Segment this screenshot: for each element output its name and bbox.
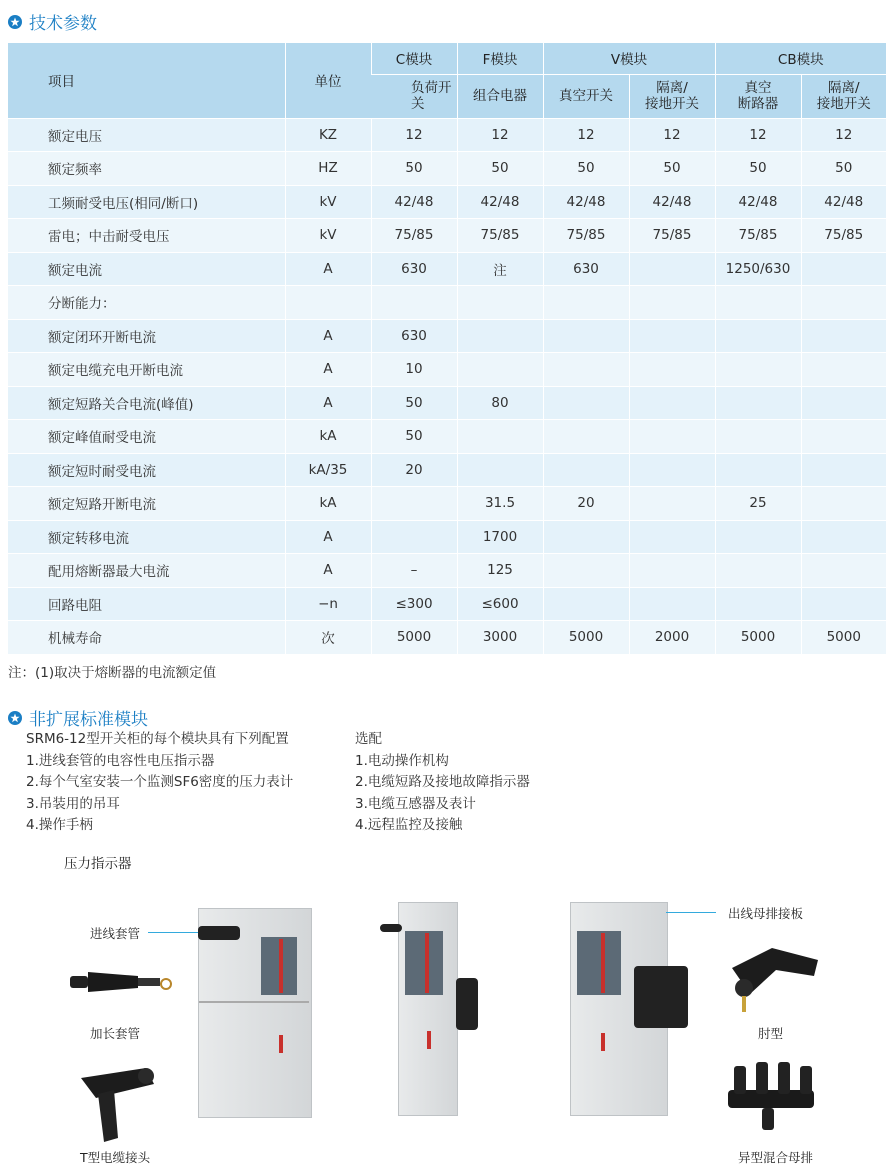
unit-cell: 次 [285,621,371,654]
value-cell: 10 [371,353,457,387]
table-row [8,420,886,454]
value-cell [801,587,886,621]
value-cell: 50 [715,152,801,186]
cabinet-2 [398,902,458,1116]
bushing-cable [456,978,478,1030]
row-label: 额定峰值耐受电流 [8,420,285,454]
value-cell [371,487,457,521]
value-cell: 25 [715,487,801,521]
value-cell [629,286,715,320]
list-item: 选配 [355,731,382,747]
optional-config-list [355,729,530,837]
unit-cell: −n [285,587,371,621]
value-cell: 75/85 [715,219,801,253]
value-cell [543,554,629,588]
value-cell: 31.5 [457,487,543,521]
value-cell [543,286,629,320]
row-label: 额定电缆充电开断电流 [8,353,285,387]
label-incoming-bushing: 进线套管 [90,926,141,941]
unit-cell: kA/35 [285,453,371,487]
value-cell: 20 [371,453,457,487]
bushing-cable [380,924,402,932]
bushing-cable [198,926,240,940]
value-cell: 12 [801,118,886,152]
value-cell [371,520,457,554]
value-cell: 1700 [457,520,543,554]
value-cell: 50 [629,152,715,186]
table-row [8,386,886,420]
table-row [8,118,886,152]
list-item: 4.操作手柄 [26,817,93,833]
value-cell [715,453,801,487]
star-icon [8,15,22,29]
value-cell: 50 [457,152,543,186]
leader-line [148,932,198,933]
value-cell: 75/85 [629,219,715,253]
value-cell: 50 [543,152,629,186]
value-cell: 75/85 [801,219,886,253]
value-cell: 20 [543,487,629,521]
value-cell [801,252,886,286]
table-row [8,520,886,554]
footnote: 注：(1)取决于熔断器的电流额定值 [8,665,217,681]
standard-config-list [26,729,293,837]
table-row [8,554,886,588]
table-row [8,453,886,487]
value-cell [715,353,801,387]
value-cell: 12 [629,118,715,152]
row-label: 配用熔断器最大电流 [8,554,285,588]
spec-table-body [8,118,886,654]
leader-line [666,912,716,913]
unit-cell: kA [285,487,371,521]
row-label: 分断能力： [8,286,285,320]
value-cell [801,319,886,353]
value-cell: 630 [371,319,457,353]
value-cell [801,353,886,387]
value-cell [629,554,715,588]
value-cell [629,386,715,420]
table-row [8,219,886,253]
value-cell: 12 [457,118,543,152]
value-cell: 630 [371,252,457,286]
value-cell: 5000 [715,621,801,654]
header-group-v: V模块 [543,43,715,74]
value-cell: 5000 [801,621,886,654]
unit-cell: A [285,520,371,554]
value-cell [629,487,715,521]
table-row [8,621,886,654]
header-group-cb: CB模块 [715,43,886,74]
value-cell [629,353,715,387]
value-cell: 125 [457,554,543,588]
header-sub: 真空 断路器 [715,74,801,118]
elbow-connector-icon [722,938,832,1018]
value-cell [801,453,886,487]
value-cell [801,487,886,521]
section-title-modules [8,705,148,730]
value-cell: ≤300 [371,587,457,621]
unit-cell: kV [285,219,371,253]
value-cell [457,319,543,353]
value-cell: 75/85 [457,219,543,253]
value-cell [457,453,543,487]
value-cell: 50 [801,152,886,186]
unit-cell: A [285,319,371,353]
value-cell: 42/48 [715,185,801,219]
value-cell [801,420,886,454]
list-item: 3.电缆互感器及表计 [355,795,476,812]
t-connector-icon [76,1058,166,1148]
value-cell: 42/48 [543,185,629,219]
row-label: 机械寿命 [8,621,285,654]
list-item: 4.远程监控及接触 [355,817,463,833]
value-cell [715,420,801,454]
value-cell: 42/48 [457,185,543,219]
list-item: 2.每个气室安装一个监测SF6密度的压力表计 [26,774,294,790]
value-cell [371,286,457,320]
value-cell [457,353,543,387]
unit-cell [285,286,371,320]
row-label: 回路电阻 [8,587,285,621]
value-cell: 42/48 [371,185,457,219]
unit-cell: KZ [285,118,371,152]
header-sub: 真空开关 [543,74,629,118]
value-cell [543,386,629,420]
row-label: 额定转移电流 [8,520,285,554]
value-cell: 2000 [629,621,715,654]
mixed-busbar-icon [722,1056,822,1136]
value-cell: 注 [457,252,543,286]
table-row [8,152,886,186]
row-label: 额定频率 [8,152,285,186]
value-cell: 80 [457,386,543,420]
label-t-connector: T型电缆接头 [80,1150,151,1165]
value-cell [629,420,715,454]
unit-cell: A [285,386,371,420]
row-label: 额定电压 [8,118,285,152]
value-cell: 50 [371,152,457,186]
value-cell: 3000 [457,621,543,654]
table-row [8,252,886,286]
value-cell [715,386,801,420]
value-cell: 50 [371,386,457,420]
table-row [8,185,886,219]
value-cell: 42/48 [629,185,715,219]
label-extended-bushing: 加长套管 [90,1026,141,1041]
table-row [8,587,886,621]
control-panel [577,931,621,995]
row-label: 雷电；中击耐受电压 [8,219,285,253]
value-cell [629,252,715,286]
list-item: 3.吊装用的吊耳 [26,795,120,812]
value-cell [543,587,629,621]
unit-cell: kV [285,185,371,219]
value-cell: 12 [371,118,457,152]
unit-cell: A [285,353,371,387]
value-cell [543,353,629,387]
control-panel [405,931,443,995]
value-cell [715,554,801,588]
list-item: SRM6-12型开关柜的每个模块具有下列配置 [26,731,289,747]
header-group-f: F模块 [457,43,543,74]
value-cell: – [371,554,457,588]
row-label: 额定短路关合电流(峰值) [8,386,285,420]
extended-bushing-icon [68,962,178,1002]
value-cell [715,286,801,320]
section-title-specs [8,9,97,34]
row-label: 工频耐受电压(相同/断口) [8,185,285,219]
value-cell [801,386,886,420]
value-cell [543,520,629,554]
table-row [8,353,886,387]
unit-cell: A [285,252,371,286]
label-busbar-plate: 出线母排接板 [728,906,804,921]
value-cell [543,420,629,454]
value-cell: 5000 [543,621,629,654]
value-cell: 5000 [371,621,457,654]
unit-cell: kA [285,420,371,454]
value-cell [629,520,715,554]
indicator-strip [279,939,283,993]
value-cell: 12 [715,118,801,152]
header-sub: 负荷开关 [371,74,457,118]
value-cell [457,420,543,454]
value-cell [801,286,886,320]
warning-label [427,1031,431,1049]
section-title-text: 技术参数 [29,14,97,34]
value-cell: 75/85 [371,219,457,253]
value-cell [629,319,715,353]
value-cell [715,319,801,353]
list-item: 1.电动操作机构 [355,752,449,769]
bushing-cable [634,966,688,1028]
value-cell [801,520,886,554]
table-row [8,319,886,353]
table-row [8,487,886,521]
warning-label [279,1035,283,1053]
row-label: 额定闭环开断电流 [8,319,285,353]
value-cell [715,520,801,554]
value-cell: 12 [543,118,629,152]
unit-cell: HZ [285,152,371,186]
value-cell: 1250/630 [715,252,801,286]
value-cell: 630 [543,252,629,286]
section-title-text: 非扩展标准模块 [29,710,148,730]
value-cell [715,587,801,621]
header-sub: 组合电器 [457,74,543,118]
value-cell [801,554,886,588]
header-group-c: C模块 [371,43,457,74]
value-cell [543,453,629,487]
label-pressure-indicator: 压力指示器 [64,856,132,872]
header-sub: 隔离/ 接地开关 [801,74,886,118]
indicator-strip [601,933,605,993]
value-cell: ≤600 [457,587,543,621]
table-row [8,286,886,320]
unit-cell: A [285,554,371,588]
value-cell [543,319,629,353]
row-label: 额定短时耐受电流 [8,453,285,487]
value-cell [629,587,715,621]
list-item: 2.电缆短路及接地故障指示器 [355,774,530,790]
label-mixed-busbar: 异型混合母排 [738,1150,814,1165]
value-cell [629,453,715,487]
header-unit: 单位 [285,43,371,118]
row-label: 额定电流 [8,252,285,286]
row-label: 额定短路开断电流 [8,487,285,521]
header-sub: 隔离/ 接地开关 [629,74,715,118]
label-elbow: 肘型 [758,1026,784,1041]
spec-table [8,43,886,654]
warning-label [601,1033,605,1051]
value-cell: 50 [371,420,457,454]
value-cell: 75/85 [543,219,629,253]
list-item: 1.进线套管的电容性电压指示器 [26,752,215,769]
header-item: 项目 [8,43,285,118]
star-icon [8,711,22,725]
indicator-strip [425,933,429,993]
value-cell: 42/48 [801,185,886,219]
value-cell [457,286,543,320]
